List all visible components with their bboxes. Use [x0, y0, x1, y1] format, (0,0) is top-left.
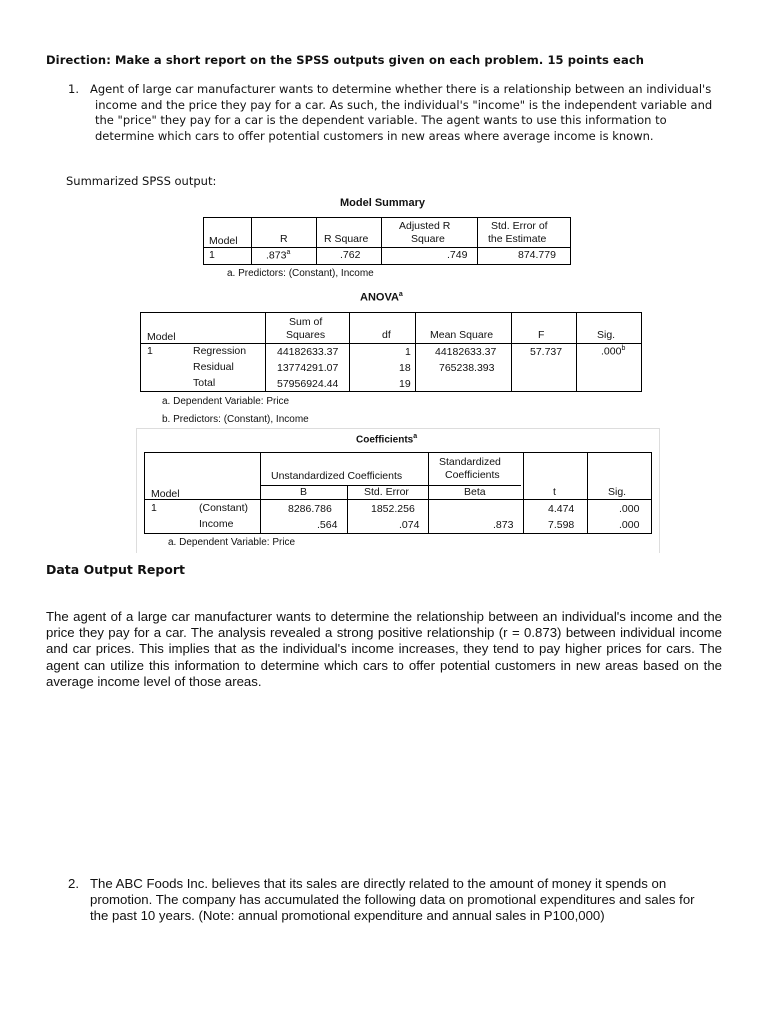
anova-row-label: Residual: [193, 361, 234, 373]
coef-row-b: 8286.786: [288, 503, 332, 515]
header-adj-r: Adjusted R: [399, 220, 451, 232]
anova-header-sig: Sig.: [597, 329, 616, 341]
anova-header-f: F: [538, 329, 545, 341]
summary-label: Summarized SPSS output:: [66, 174, 217, 188]
header-std-err: Std. Error of: [491, 220, 548, 232]
coef-row-se: 1852.256: [371, 503, 415, 515]
anova-header-ss1: Sum of: [289, 316, 323, 328]
coef-header-unstd: Unstandardized Coefficients: [271, 470, 403, 482]
anova-header-ms: Mean Square: [430, 329, 494, 341]
anova-header-model: Model: [147, 331, 176, 343]
anova-row-model: 1: [147, 345, 153, 357]
report-body: The agent of a large car manufacturer wants to determine the relationship between an individual's income and the price they pay for a car. The analysis revealed a strong positive relationship (r = 0.873) between individual income and car prices. This implies that as the individual's income increases, they tend to pay higher prices for cars. The agent can utilize this information to determine which cars to offer potential customers in new areas based on the average income level of those areas.: [46, 609, 722, 689]
coef-row-sig: .000: [619, 519, 640, 531]
coef-row-label: Income: [199, 518, 234, 530]
coef-header-model: Model: [151, 488, 180, 500]
cell-r-square: .762: [340, 249, 361, 261]
anova-note-b: b. Predictors: (Constant), Income: [162, 414, 309, 425]
coef-header-std1: Standardized: [439, 456, 501, 468]
coef-row-t: 4.474: [548, 503, 575, 515]
report-title: Data Output Report: [46, 562, 186, 577]
cell-r: .873$^a$: [266, 249, 291, 262]
coef-row-beta: .873: [493, 519, 514, 531]
coefficients-title: Coefficients$^a$: [356, 433, 418, 446]
anova-row-df: 1: [405, 346, 411, 358]
model-summary-grid: [203, 217, 571, 265]
coef-row-se: .074: [399, 519, 420, 531]
cell-model: 1: [209, 249, 215, 261]
coefficients-note: a. Dependent Variable: Price: [168, 537, 296, 548]
cell-std-error: 874.779: [518, 249, 556, 261]
anova-row-ss: 44182633.37: [277, 346, 339, 358]
model-summary-title: Model Summary: [340, 197, 425, 209]
anova-row-ms: 765238.393: [439, 362, 495, 374]
anova-header-ss2: Squares: [286, 329, 326, 341]
anova-row-ss: 13774291.07: [277, 362, 339, 374]
header-r: R: [280, 233, 288, 245]
anova-row-f: 57.737: [530, 346, 563, 358]
anova-row-sig: .000$^b$: [601, 345, 626, 358]
coef-row-model: 1: [151, 502, 157, 514]
coef-header-b: B: [300, 486, 308, 498]
coef-header-beta: Beta: [464, 486, 486, 498]
header-r-square: R Square: [324, 233, 369, 245]
anova-note-a: a. Dependent Variable: Price: [162, 396, 290, 407]
coef-row-b: .564: [317, 519, 338, 531]
coef-row-sig: .000: [619, 503, 640, 515]
anova-row-label: Total: [193, 377, 216, 389]
coef-header-std2: Coefficients: [445, 469, 500, 481]
header-model: Model: [209, 235, 238, 247]
question-1: [68, 82, 728, 144]
question-number: 2.: [68, 876, 79, 891]
question-text: The ABC Foods Inc. believes that its sales are directly related to the amount of money it spends on promotion. The company has accumulated the following data on promotional expenditures and sales for the past 10 years. (Note: annual promotional expenditure and annual sales in P100,000): [90, 876, 695, 924]
coef-header-t: t: [553, 486, 556, 498]
cell-adj-r-square: .749: [447, 249, 468, 261]
anova-grid: [140, 312, 642, 392]
anova-row-df: 18: [399, 362, 411, 374]
coef-row-t: 7.598: [548, 519, 575, 531]
question-2: [68, 876, 708, 925]
anova-row-df: 19: [399, 378, 411, 390]
coefficients-grid: [144, 452, 652, 534]
header-adj-r-2: Square: [411, 233, 445, 245]
direction-heading: Direction: Make a short report on the SPSS outputs given on each problem. 15 points each: [46, 53, 645, 67]
coef-header-sig: Sig.: [608, 486, 627, 498]
coef-row-label: (Constant): [199, 502, 249, 514]
anova-row-ms: 44182633.37: [435, 346, 497, 358]
coef-header-se: Std. Error: [364, 486, 409, 498]
anova-header-df: df: [382, 329, 391, 341]
anova-row-label: Regression: [193, 345, 247, 357]
header-std-err-2: the Estimate: [488, 233, 547, 245]
anova-title: ANOVA$^a$: [360, 291, 403, 304]
question-number: 1.: [68, 82, 79, 96]
model-summary-note: a. Predictors: (Constant), Income: [227, 268, 374, 279]
anova-row-ss: 57956924.44: [277, 378, 339, 390]
question-text: Agent of large car manufacturer wants to determine whether there is a relationship between an individual's income and the price they pay for a car. As such, the individual's "income" is the independent variable and the "price" they pay for a car is the dependent variable. The agent wants to use this information to determine which cars to offer potential customers in new areas where average income is known.: [90, 82, 713, 143]
